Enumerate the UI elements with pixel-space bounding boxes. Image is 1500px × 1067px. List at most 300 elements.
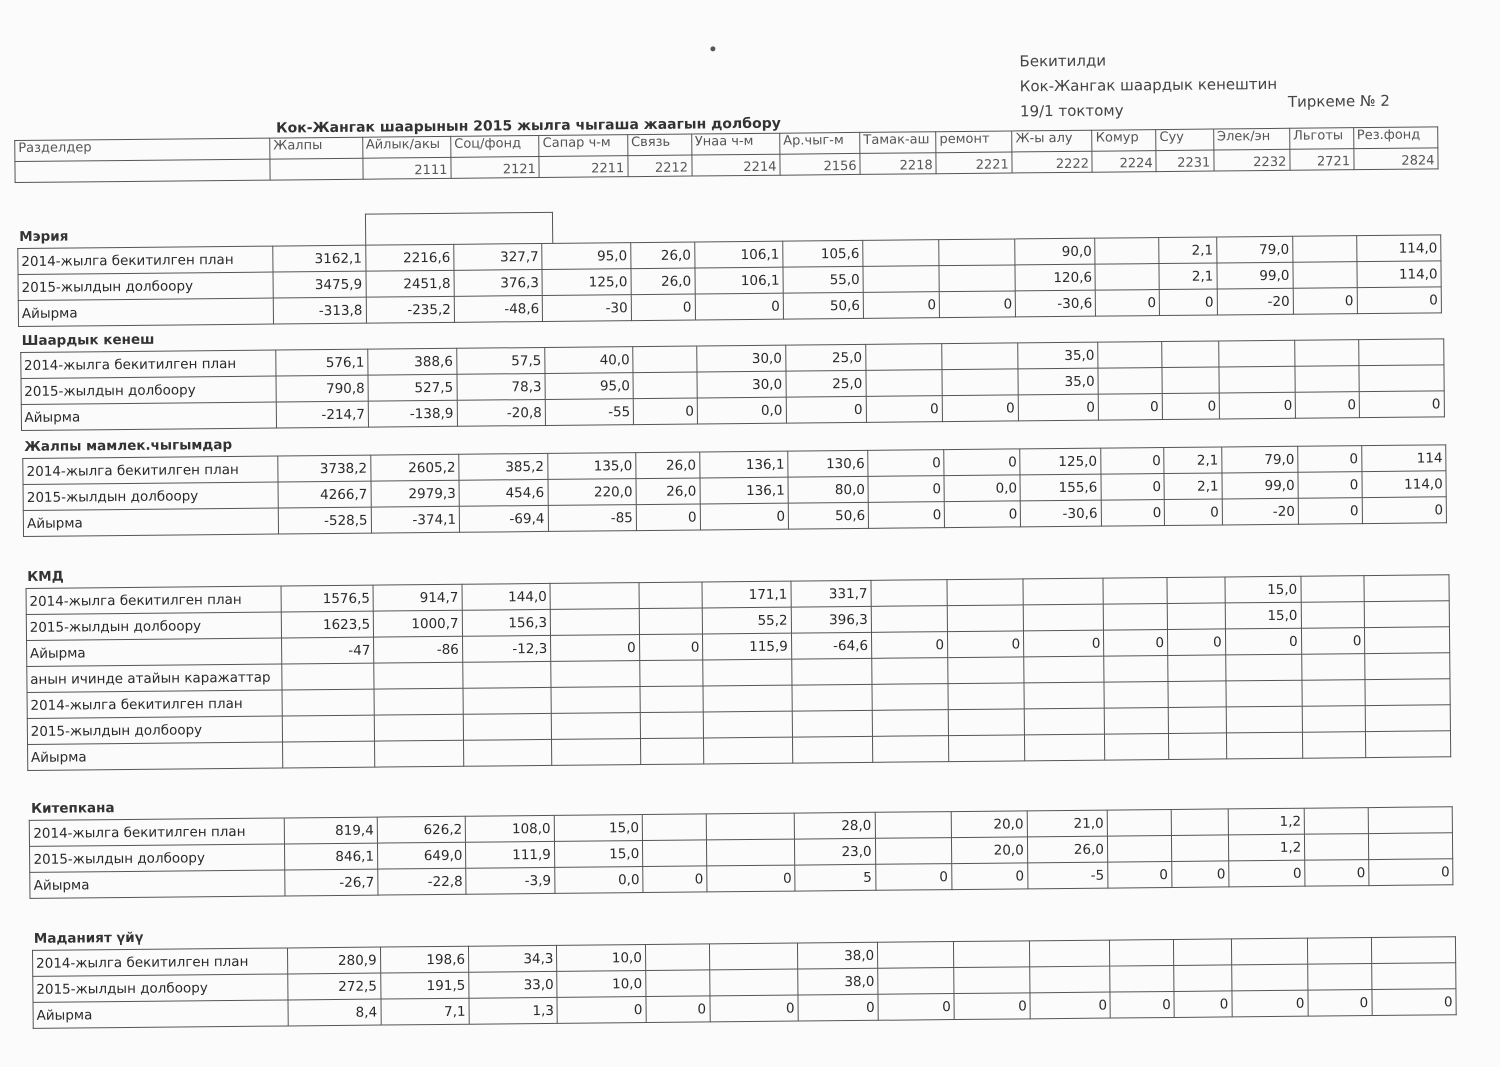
value-cell: 26,0 (1027, 836, 1107, 863)
value-cell: 0 (1308, 990, 1372, 1017)
row-label: 2015-жылдын долбоору (23, 482, 278, 510)
value-cell: 38,0 (798, 968, 878, 995)
value-cell: 2,1 (1164, 447, 1222, 474)
value-cell: -3,9 (466, 867, 555, 894)
value-cell: 0 (1296, 392, 1360, 419)
value-cell: 79,0 (1222, 446, 1298, 473)
value-cell (1225, 654, 1301, 681)
header-code-7: 2156 (780, 153, 860, 175)
value-cell (709, 969, 798, 996)
value-cell: 1623,5 (281, 611, 374, 638)
value-cell (1359, 339, 1444, 366)
section-title: Мэрия (19, 228, 69, 246)
value-cell (1095, 264, 1159, 291)
value-cell (1171, 835, 1229, 862)
value-cell (872, 736, 948, 763)
row-label: Айырма (21, 402, 276, 430)
value-cell: 114,0 (1356, 235, 1441, 262)
value-cell: 35,0 (1018, 368, 1098, 395)
value-cell (1305, 834, 1369, 861)
value-cell: 2216,6 (365, 244, 454, 271)
value-cell: 0 (634, 398, 698, 425)
value-cell (704, 737, 793, 764)
value-cell (374, 688, 463, 715)
value-cell (1104, 707, 1168, 734)
header-code-12: 2231 (1156, 150, 1214, 172)
row-label: 2015-жылдын долбоору (33, 974, 288, 1002)
value-cell (706, 839, 795, 866)
value-cell: -47 (281, 637, 374, 664)
value-cell (1302, 706, 1366, 733)
value-cell (939, 239, 1015, 266)
value-cell: 0 (1098, 394, 1162, 421)
row-label: Айырма (30, 870, 285, 898)
value-cell: 26,0 (636, 478, 700, 505)
value-cell: 846,1 (285, 843, 378, 870)
value-cell (709, 943, 798, 970)
row-label: 2015-жылдын долбоору (21, 376, 276, 404)
header-code-5: 2212 (628, 155, 692, 177)
value-cell: 2979,3 (371, 480, 460, 507)
value-cell: -86 (374, 636, 463, 663)
value-cell (282, 689, 375, 716)
value-cell (1365, 679, 1450, 706)
value-cell: 3738,2 (278, 455, 371, 482)
value-cell (947, 605, 1023, 632)
value-cell: 0 (1018, 394, 1098, 421)
value-cell (703, 685, 792, 712)
value-cell: 626,2 (377, 816, 466, 843)
row-label: Айырма (33, 1000, 288, 1028)
value-cell: 0 (639, 634, 703, 661)
value-cell: 0 (1220, 392, 1296, 419)
value-cell: 0 (1100, 448, 1164, 475)
value-cell: 120,6 (1015, 264, 1095, 291)
value-cell: 0 (945, 501, 1021, 528)
value-cell: 30,0 (697, 371, 786, 398)
value-cell: -22,8 (378, 868, 467, 895)
value-cell: 26,0 (631, 268, 695, 295)
appendix-number: Тиркеме № 2 (1287, 91, 1390, 111)
header-name-8: Тамак-аш (860, 132, 936, 154)
section-table (22, 444, 1447, 537)
value-cell: 20,0 (951, 837, 1027, 864)
value-cell: 10,0 (557, 945, 646, 972)
section-table (32, 936, 1457, 1029)
value-cell (282, 741, 375, 768)
value-cell: 26,0 (631, 242, 695, 269)
row-label: 2015-жылдын долбоору (30, 844, 285, 872)
row-label: 2014-жылга бекитилген план (33, 948, 288, 976)
section-table (29, 806, 1454, 899)
header-name-5: Связь (627, 134, 691, 156)
value-cell: 114,0 (1362, 471, 1447, 498)
value-cell: 0 (875, 864, 951, 891)
value-cell: 385,2 (459, 453, 548, 480)
header-name-6: Унаа ч-м (691, 133, 780, 155)
value-cell: 0 (1110, 991, 1174, 1018)
section-table (17, 234, 1442, 327)
value-cell (1219, 340, 1295, 367)
value-cell: 99,0 (1217, 262, 1293, 289)
value-cell: 114,0 (1357, 261, 1442, 288)
value-cell: 388,6 (368, 348, 457, 375)
approval-line-1: Бекитилди (1019, 51, 1107, 71)
value-cell (463, 687, 552, 714)
section-table (20, 338, 1445, 431)
value-cell (791, 658, 871, 685)
value-cell: 0 (1298, 446, 1362, 473)
header-name-12: Суу (1156, 129, 1214, 151)
section-title: Китепкана (30, 800, 115, 817)
value-cell (948, 735, 1024, 762)
value-cell: 396,3 (791, 606, 871, 633)
value-cell (866, 370, 942, 397)
value-cell: 0 (954, 993, 1030, 1020)
value-cell: 136,1 (699, 451, 788, 478)
value-cell (633, 372, 697, 399)
row-label: Айырма (23, 508, 278, 536)
value-cell (1110, 965, 1174, 992)
value-cell: 1000,7 (374, 610, 463, 637)
value-cell (375, 714, 464, 741)
value-cell (375, 740, 464, 767)
value-cell: -235,2 (366, 296, 455, 323)
section-title: Жалпы мамлек.чыгымдар (24, 436, 233, 455)
value-cell (463, 713, 552, 740)
value-cell: 111,9 (466, 841, 555, 868)
value-cell (871, 606, 947, 633)
value-cell: -55 (545, 399, 634, 426)
header-code-13: 2232 (1214, 149, 1290, 171)
value-cell: 33,0 (469, 971, 558, 998)
value-cell (1364, 575, 1449, 602)
value-cell: -528,5 (278, 507, 371, 534)
header-name-9: ремонт (936, 131, 1012, 153)
value-cell: 576,1 (275, 349, 368, 376)
value-cell (875, 838, 951, 865)
value-cell: 0 (1030, 992, 1110, 1019)
value-cell: 0 (1225, 628, 1301, 655)
value-cell (551, 713, 640, 740)
value-cell: 0 (1229, 860, 1305, 887)
value-cell: 4266,7 (278, 481, 371, 508)
value-cell: 0 (1024, 630, 1104, 657)
value-cell (1365, 627, 1450, 654)
value-cell (1030, 966, 1110, 993)
value-cell: 0 (871, 632, 947, 659)
value-cell: -12,3 (462, 635, 551, 662)
value-cell: 0 (636, 504, 700, 531)
value-cell (1293, 262, 1357, 289)
row-label: 2015-жылдын долбоору (26, 612, 281, 640)
value-cell (1226, 706, 1302, 733)
value-cell: 50,6 (788, 502, 868, 529)
value-cell: 15,0 (554, 815, 643, 842)
value-cell: 2,1 (1159, 263, 1217, 290)
value-cell: 5 (795, 864, 875, 891)
value-cell: 57,5 (456, 347, 545, 374)
value-cell: 0 (1101, 500, 1165, 527)
value-cell (706, 813, 795, 840)
value-cell (1365, 653, 1450, 680)
value-cell: 0 (707, 865, 796, 892)
value-cell (954, 941, 1030, 968)
value-cell (1098, 368, 1162, 395)
value-cell: 0 (646, 996, 710, 1023)
value-cell: 80,0 (788, 476, 868, 503)
value-cell (639, 608, 703, 635)
value-cell (282, 663, 375, 690)
value-cell (872, 684, 948, 711)
value-cell: 38,0 (797, 942, 877, 969)
value-cell: 1,2 (1228, 808, 1304, 835)
value-cell (863, 240, 939, 267)
value-cell: 20,0 (951, 811, 1027, 838)
value-cell: -30 (543, 295, 632, 322)
value-cell (1107, 835, 1171, 862)
value-cell: 55,0 (783, 266, 863, 293)
value-cell (1371, 963, 1456, 990)
value-cell (1371, 937, 1456, 964)
value-cell (1231, 938, 1307, 965)
value-cell: 1,2 (1229, 834, 1305, 861)
value-cell: 0 (1165, 499, 1223, 526)
value-cell: 0 (709, 995, 798, 1022)
value-cell (1103, 603, 1167, 630)
value-cell: 0 (1369, 859, 1454, 886)
value-cell (1368, 833, 1453, 860)
value-cell: 1,3 (469, 997, 558, 1024)
value-cell: 191,5 (380, 972, 469, 999)
value-cell: 0 (1372, 989, 1457, 1016)
header-name-10: Ж-ы алу (1012, 130, 1092, 152)
row-label: Айырма (26, 638, 281, 666)
value-cell: 0 (1232, 990, 1308, 1017)
row-label: анын ичинде атайын каражаттар (27, 664, 282, 692)
value-cell: 21,0 (1027, 810, 1107, 837)
value-cell: 819,4 (285, 817, 378, 844)
header-name-4: Сапар ч-м (539, 135, 628, 157)
value-cell: 0,0 (944, 475, 1020, 502)
value-cell (1023, 578, 1103, 605)
row-label: Айырма (27, 742, 282, 770)
value-cell: 106,1 (694, 241, 783, 268)
value-cell (550, 583, 639, 610)
approval-line-2: Кок-Жангак шаардык кенештин (1019, 74, 1278, 96)
value-cell: 135,0 (547, 453, 636, 480)
value-cell: 0 (1101, 474, 1165, 501)
value-cell (1025, 734, 1105, 761)
row-label: 2014-жылга бекитилген план (18, 246, 273, 274)
value-cell: 108,0 (466, 815, 555, 842)
value-cell (1366, 731, 1451, 758)
value-cell: 376,3 (454, 269, 543, 296)
value-cell: 790,8 (276, 375, 369, 402)
value-cell: 0 (1305, 860, 1369, 887)
value-cell: 454,6 (459, 479, 548, 506)
value-cell: 125,0 (1020, 448, 1100, 475)
value-cell (550, 609, 639, 636)
value-cell: 0 (947, 631, 1023, 658)
header-name-14: Льготы (1290, 128, 1354, 150)
value-cell: 0 (1298, 498, 1362, 525)
header-name-11: Комур (1092, 130, 1156, 152)
value-cell (1103, 577, 1167, 604)
value-cell: 527,5 (368, 374, 457, 401)
value-cell: 0 (631, 294, 695, 321)
value-cell: -214,7 (276, 401, 369, 428)
value-cell: 125,0 (542, 269, 631, 296)
value-cell (1168, 707, 1226, 734)
value-cell: 331,7 (791, 580, 871, 607)
value-cell: 34,3 (468, 945, 557, 972)
value-cell (948, 683, 1024, 710)
value-cell (1301, 654, 1365, 681)
header-name-7: Ар.чыг-м (780, 132, 860, 154)
value-cell (792, 736, 872, 763)
value-cell: 3162,1 (273, 245, 366, 272)
value-cell (1110, 939, 1174, 966)
row-label: 2014-жылга бекитилген план (20, 350, 275, 378)
value-cell: 15,0 (554, 841, 643, 868)
value-cell (1168, 681, 1226, 708)
value-cell: 106,1 (694, 267, 783, 294)
value-cell (639, 660, 703, 687)
value-cell: 114 (1361, 445, 1446, 472)
value-cell: 28,0 (795, 812, 875, 839)
value-cell (1308, 964, 1372, 991)
value-cell: 95,0 (545, 373, 634, 400)
header-name-13: Элек/эн (1213, 128, 1289, 150)
value-cell (1024, 656, 1104, 683)
value-cell (1293, 236, 1357, 263)
value-cell (1295, 340, 1359, 367)
value-cell: 35,0 (1018, 342, 1098, 369)
value-cell (871, 580, 947, 607)
value-cell (643, 840, 707, 867)
value-cell (640, 686, 704, 713)
value-cell: 95,0 (542, 243, 631, 270)
value-cell: 23,0 (795, 838, 875, 865)
ink-spot (710, 46, 715, 51)
value-cell: 0 (1293, 288, 1357, 315)
value-cell (1171, 809, 1229, 836)
value-cell (948, 657, 1024, 684)
value-cell: 220,0 (548, 479, 637, 506)
value-cell (872, 710, 948, 737)
value-cell: 0 (798, 994, 878, 1021)
row-label: 2015-жылдын долбоору (27, 716, 282, 744)
value-cell: -20,8 (457, 399, 546, 426)
value-cell: 0 (869, 502, 945, 529)
value-cell: 78,3 (457, 373, 546, 400)
value-cell (1098, 342, 1162, 369)
value-cell: 0 (1357, 287, 1442, 314)
value-cell: -30,6 (1021, 500, 1101, 527)
value-cell: 0 (1096, 290, 1160, 317)
value-cell: 0 (1174, 991, 1232, 1018)
section-title: Маданият үйү (33, 929, 144, 947)
value-cell: 2605,2 (370, 454, 459, 481)
value-cell (1302, 732, 1366, 759)
header-code-0 (15, 159, 270, 182)
value-cell (942, 343, 1018, 370)
value-cell (878, 942, 954, 969)
value-cell: 0 (786, 396, 866, 423)
value-cell: 2,1 (1164, 473, 1222, 500)
value-cell: 0 (1359, 391, 1444, 418)
value-cell (1168, 655, 1226, 682)
value-cell (1107, 809, 1171, 836)
value-cell: 115,9 (703, 633, 792, 660)
header-code-1 (270, 158, 363, 180)
section-title: Шаардык кенеш (21, 331, 155, 349)
value-cell (639, 582, 703, 609)
value-cell: 155,6 (1020, 474, 1100, 501)
value-cell (1304, 808, 1368, 835)
value-cell: 0 (1362, 497, 1447, 524)
section-table (25, 574, 1451, 771)
row-label: 2014-жылга бекитилген план (30, 818, 285, 846)
value-cell (1168, 733, 1226, 760)
value-cell: -138,9 (368, 400, 457, 427)
row-label: 2014-жылга бекитилген план (26, 586, 281, 614)
value-cell: 79,0 (1216, 236, 1292, 263)
value-cell: -313,8 (273, 297, 366, 324)
value-cell (1307, 938, 1371, 965)
value-cell: 0 (942, 395, 1018, 422)
value-cell: 0 (944, 449, 1020, 476)
value-cell (1030, 940, 1110, 967)
row-label: 2015-жылдын долбоору (18, 272, 273, 300)
value-cell: 3475,9 (273, 271, 366, 298)
value-cell: 0 (863, 292, 939, 319)
value-cell: 156,3 (462, 609, 551, 636)
value-cell (1024, 708, 1104, 735)
value-cell (462, 661, 551, 688)
value-cell (551, 687, 640, 714)
value-cell (282, 715, 375, 742)
value-cell (1104, 681, 1168, 708)
header-code-14: 2721 (1290, 149, 1354, 171)
value-cell (1219, 366, 1295, 393)
value-cell: 2451,8 (366, 270, 455, 297)
value-cell: 26,0 (636, 452, 700, 479)
value-cell: -5 (1027, 862, 1107, 889)
header-code-3: 2121 (451, 157, 540, 179)
value-cell: -48,6 (454, 295, 543, 322)
value-cell: 25,0 (786, 370, 866, 397)
value-cell (792, 710, 872, 737)
header-name-3: Соц/фонд (451, 136, 540, 158)
value-cell: 1576,5 (281, 585, 374, 612)
value-cell: 0,0 (697, 397, 786, 424)
document-title: Кок-Жангак шаарынын 2015 жылга чыгаша жаагын долбору (276, 115, 781, 137)
value-cell: 130,6 (788, 450, 868, 477)
value-cell (948, 709, 1024, 736)
value-cell (1302, 680, 1366, 707)
value-cell (645, 944, 709, 971)
header-name-1: Жалпы (270, 137, 363, 159)
value-cell: 0 (1104, 629, 1168, 656)
value-cell (1174, 939, 1232, 966)
value-cell: 50,6 (783, 292, 863, 319)
value-cell: 272,5 (288, 973, 381, 1000)
header-code-4: 2211 (539, 156, 628, 178)
value-cell: 0 (868, 450, 944, 477)
value-cell: 0 (551, 635, 640, 662)
